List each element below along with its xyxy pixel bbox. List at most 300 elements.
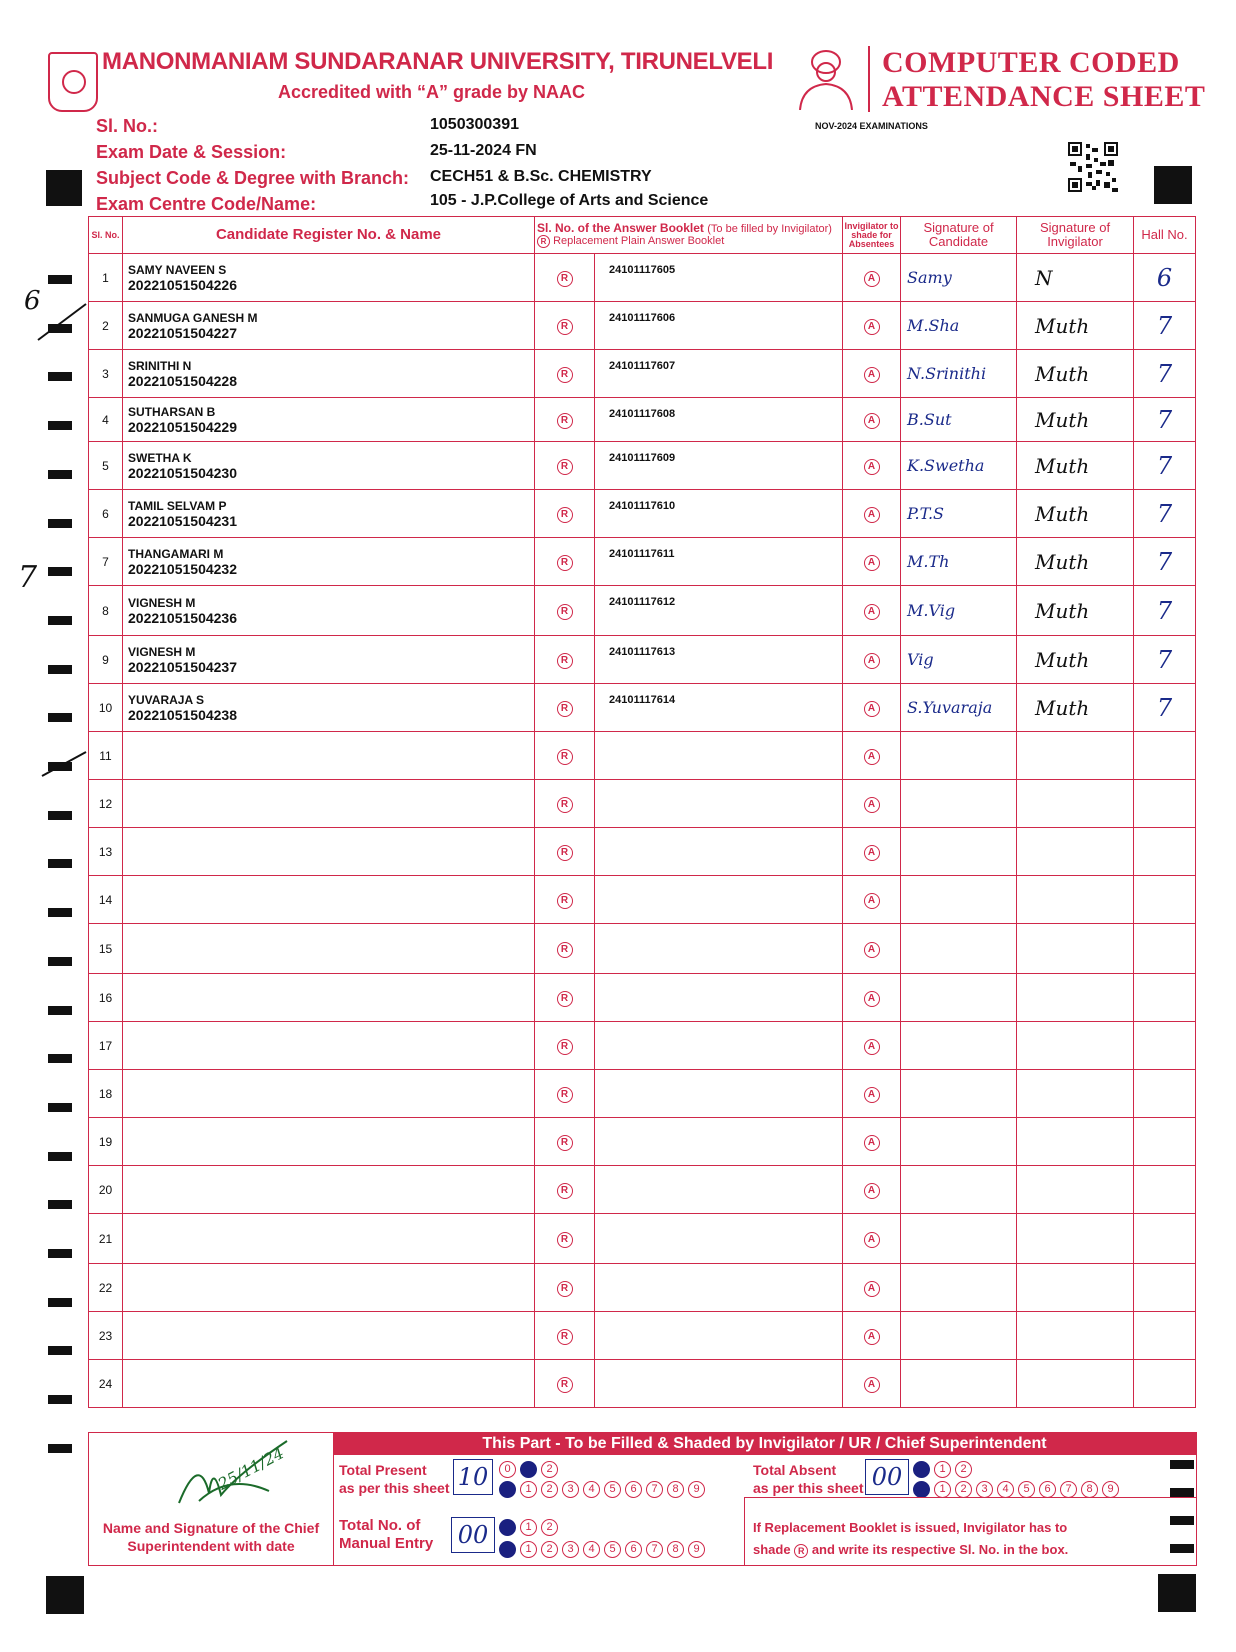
digit-bubble[interactable]: 2 xyxy=(541,1481,558,1498)
row-sl-no: 19 xyxy=(89,1118,123,1166)
timing-mark xyxy=(48,908,72,917)
digit-bubble[interactable]: 2 xyxy=(955,1461,972,1478)
digit-bubble[interactable]: 5 xyxy=(1018,1481,1035,1498)
hall-no xyxy=(1134,974,1196,1022)
row-sl-no: 18 xyxy=(89,1070,123,1118)
candidate-cell xyxy=(123,586,535,636)
candidate-register-no: 20221051504230 xyxy=(128,464,238,481)
replacement-bubble[interactable]: R xyxy=(557,701,573,717)
present-units-bubbles[interactable] xyxy=(499,1479,709,1498)
subject-label: Subject Code & Degree with Branch: xyxy=(96,168,410,188)
digit-bubble[interactable]: 4 xyxy=(997,1481,1014,1498)
absent-bubble[interactable]: A xyxy=(864,942,880,958)
absent-cell[interactable] xyxy=(843,1118,901,1166)
replacement-cell[interactable] xyxy=(535,1118,595,1166)
candidate-cell xyxy=(123,1022,535,1070)
absent-cell[interactable] xyxy=(843,1214,901,1264)
booklet-no[interactable]: 24101117609 xyxy=(595,442,843,490)
absent-cell[interactable] xyxy=(843,876,901,924)
candidate-cell xyxy=(123,490,535,538)
replacement-cell[interactable] xyxy=(535,974,595,1022)
row-sl-no: 13 xyxy=(89,828,123,876)
absent-bubble[interactable]: A xyxy=(864,555,880,571)
candidate-signature: P.T.S xyxy=(901,490,1017,538)
absent-cell[interactable] xyxy=(843,1360,901,1408)
absent-cell[interactable] xyxy=(843,302,901,350)
invigilator-signature: Muth xyxy=(1017,684,1134,732)
table-header-row xyxy=(89,217,1196,254)
university-logo xyxy=(48,52,98,112)
absent-bubble[interactable]: A xyxy=(864,413,880,429)
header-signature-candidate: Signature of Candidate xyxy=(901,217,1017,254)
replacement-bubble[interactable]: R xyxy=(557,942,573,958)
timing-mark xyxy=(48,567,72,576)
replacement-note: If Replacement Booklet is issued, Invigilator has to shade R and write its respective Sl. No. in the box. xyxy=(753,1520,1069,1557)
absent-bubble[interactable]: A xyxy=(864,653,880,669)
candidate-signature xyxy=(901,924,1017,974)
absent-bubble[interactable]: A xyxy=(864,749,880,765)
row-sl-no: 11 xyxy=(89,732,123,780)
replacement-bubble[interactable]: R xyxy=(557,797,573,813)
candidate-cell xyxy=(123,876,535,924)
absent-cell[interactable] xyxy=(843,924,901,974)
digit-bubble[interactable]: 1 xyxy=(520,1481,537,1498)
candidate-cell xyxy=(123,1166,535,1214)
booklet-no[interactable] xyxy=(595,732,843,780)
total-present-label: Total Present as per this sheet xyxy=(339,1462,450,1496)
digit-bubble[interactable]: 8 xyxy=(667,1481,684,1498)
row-sl-no: 15 xyxy=(89,924,123,974)
booklet-no[interactable]: 24101117607 xyxy=(595,350,843,398)
absent-cell[interactable] xyxy=(843,442,901,490)
digit-bubble[interactable]: 7 xyxy=(646,1541,663,1558)
replacement-bubble[interactable]: R xyxy=(557,1232,573,1248)
replacement-bubble[interactable]: R xyxy=(557,459,573,475)
row-sl-no: 6 xyxy=(89,490,123,538)
replacement-bubble[interactable]: R xyxy=(557,271,573,287)
replacement-r-icon: R xyxy=(794,1544,808,1558)
timing-mark xyxy=(48,957,72,966)
timing-mark xyxy=(48,1346,72,1355)
row-sl-no: 22 xyxy=(89,1264,123,1312)
absent-cell[interactable] xyxy=(843,1070,901,1118)
replacement-cell[interactable] xyxy=(535,538,595,586)
digit-bubble[interactable]: 3 xyxy=(562,1541,579,1558)
hall-no xyxy=(1134,1264,1196,1312)
centre-value: 105 - J.P.College of Arts and Science xyxy=(430,192,709,209)
replacement-cell[interactable] xyxy=(535,1214,595,1264)
absent-tens-bubbles[interactable] xyxy=(913,1459,976,1478)
booklet-no[interactable] xyxy=(595,1022,843,1070)
candidate-cell xyxy=(123,828,535,876)
row-sl-no: 20 xyxy=(89,1166,123,1214)
digit-bubble[interactable]: 8 xyxy=(1081,1481,1098,1498)
hall-no: 7 xyxy=(1134,636,1196,684)
digit-bubble[interactable]: 9 xyxy=(688,1481,705,1498)
timing-mark xyxy=(48,519,72,528)
absent-cell[interactable] xyxy=(843,974,901,1022)
candidate-register-no: 20221051504228 xyxy=(128,372,238,389)
invigilator-signature xyxy=(1017,732,1134,780)
booklet-no[interactable]: 24101117610 xyxy=(595,490,843,538)
replacement-cell[interactable] xyxy=(535,490,595,538)
candidate-signature: S.Yuvaraja xyxy=(901,684,1017,732)
candidate-cell xyxy=(123,1312,535,1360)
attendance-table xyxy=(88,216,1196,1408)
digit-bubble[interactable]: 7 xyxy=(646,1481,663,1498)
digit-bubble[interactable]: 1 xyxy=(520,1541,537,1558)
replacement-cell[interactable] xyxy=(535,636,595,684)
timing-mark xyxy=(48,1152,72,1161)
hall-no: 7 xyxy=(1134,490,1196,538)
absent-cell[interactable] xyxy=(843,828,901,876)
absent-cell[interactable] xyxy=(843,684,901,732)
booklet-no[interactable] xyxy=(595,1166,843,1214)
replacement-bubble[interactable]: R xyxy=(557,604,573,620)
absent-bubble[interactable]: A xyxy=(864,319,880,335)
absent-bubble[interactable]: A xyxy=(864,271,880,287)
margin-tick-mark xyxy=(36,296,92,344)
absent-bubble[interactable]: A xyxy=(864,1039,880,1055)
table-row xyxy=(89,974,1196,1022)
absent-bubble[interactable]: A xyxy=(864,1087,880,1103)
digit-bubble[interactable]: 8 xyxy=(667,1541,684,1558)
candidate-register-no: 20221051504238 xyxy=(128,706,238,723)
sheet-title: COMPUTER CODED ATTENDANCE SHEET xyxy=(882,46,1206,113)
booklet-no[interactable] xyxy=(595,1360,843,1408)
replacement-bubble[interactable]: R xyxy=(557,1039,573,1055)
absent-bubble[interactable]: A xyxy=(864,845,880,861)
candidate-name: SUTHARSAN B xyxy=(128,404,216,419)
replacement-cell[interactable] xyxy=(535,1264,595,1312)
qr-code xyxy=(1068,142,1118,192)
replacement-cell[interactable] xyxy=(535,1312,595,1360)
absent-bubble[interactable]: A xyxy=(864,991,880,1007)
replacement-bubble[interactable]: R xyxy=(557,1087,573,1103)
candidate-name: VIGNESH M xyxy=(128,595,196,610)
booklet-no[interactable] xyxy=(595,1214,843,1264)
replacement-bubble[interactable]: R xyxy=(557,1377,573,1393)
row-sl-no: 10 xyxy=(89,684,123,732)
total-absent-box[interactable]: 00 xyxy=(865,1459,909,1495)
header-hall-no: Hall No. xyxy=(1134,217,1196,254)
digit-bubble[interactable]: 2 xyxy=(955,1481,972,1498)
total-present-box[interactable]: 10 xyxy=(453,1459,493,1495)
replacement-bubble[interactable]: R xyxy=(557,367,573,383)
timing-mark xyxy=(48,1006,72,1015)
table-row xyxy=(89,302,1196,350)
total-absent-label: Total Absent as per this sheet xyxy=(753,1462,864,1496)
table-row xyxy=(89,636,1196,684)
chief-superintendent-label: Name and Signature of the Chief Superintendent with date xyxy=(102,1520,320,1554)
candidate-signature xyxy=(901,1312,1017,1360)
exam-date-label: Exam Date & Session: xyxy=(96,142,287,162)
absent-bubble[interactable]: A xyxy=(864,459,880,475)
timing-mark xyxy=(48,1103,72,1112)
candidate-cell xyxy=(123,442,535,490)
replacement-cell[interactable] xyxy=(535,398,595,442)
replacement-cell[interactable] xyxy=(535,684,595,732)
digit-bubble[interactable]: 3 xyxy=(976,1481,993,1498)
absent-cell[interactable] xyxy=(843,254,901,302)
table-row xyxy=(89,490,1196,538)
booklet-no[interactable] xyxy=(595,876,843,924)
absent-cell[interactable] xyxy=(843,1264,901,1312)
candidate-name: VIGNESH M xyxy=(128,644,196,659)
replacement-cell[interactable] xyxy=(535,876,595,924)
absent-cell[interactable] xyxy=(843,732,901,780)
timing-mark xyxy=(48,713,72,722)
manual-tens-bubbles[interactable] xyxy=(499,1517,562,1536)
candidate-cell xyxy=(123,780,535,828)
header-signature-invigilator: Signature of Invigilator xyxy=(1017,217,1134,254)
timing-mark xyxy=(48,275,72,284)
replacement-cell[interactable] xyxy=(535,732,595,780)
replacement-cell[interactable] xyxy=(535,828,595,876)
replacement-cell[interactable] xyxy=(535,1022,595,1070)
absent-cell[interactable] xyxy=(843,350,901,398)
replacement-bubble[interactable]: R xyxy=(557,555,573,571)
digit-bubble[interactable]: 0 xyxy=(499,1481,516,1498)
replacement-bubble[interactable]: R xyxy=(557,893,573,909)
booklet-no[interactable]: 24101117614 xyxy=(595,684,843,732)
digit-bubble[interactable]: 0 xyxy=(913,1461,930,1478)
absent-cell[interactable] xyxy=(843,398,901,442)
margin-mark: 7 xyxy=(18,560,38,595)
absent-bubble[interactable]: A xyxy=(864,701,880,717)
row-sl-no: 5 xyxy=(89,442,123,490)
replacement-cell[interactable] xyxy=(535,1166,595,1214)
digit-bubble[interactable]: 6 xyxy=(625,1481,642,1498)
table-row xyxy=(89,684,1196,732)
digit-bubble[interactable]: 1 xyxy=(934,1461,951,1478)
booklet-no[interactable] xyxy=(595,1312,843,1360)
candidate-signature xyxy=(901,1214,1017,1264)
table-row xyxy=(89,1070,1196,1118)
absent-bubble[interactable]: A xyxy=(864,1232,880,1248)
hall-no: 7 xyxy=(1134,684,1196,732)
replacement-cell[interactable] xyxy=(535,350,595,398)
replacement-cell[interactable] xyxy=(535,924,595,974)
replacement-cell[interactable] xyxy=(535,302,595,350)
row-sl-no: 17 xyxy=(89,1022,123,1070)
booklet-no[interactable]: 24101117613 xyxy=(595,636,843,684)
booklet-no[interactable] xyxy=(595,828,843,876)
replacement-bubble[interactable]: R xyxy=(557,413,573,429)
row-sl-no: 21 xyxy=(89,1214,123,1264)
table-row xyxy=(89,1166,1196,1214)
timing-mark xyxy=(48,1444,72,1453)
booklet-no[interactable]: 24101117612 xyxy=(595,586,843,636)
replacement-bubble[interactable]: R xyxy=(557,1183,573,1199)
replacement-bubble[interactable]: R xyxy=(557,1135,573,1151)
table-row xyxy=(89,780,1196,828)
absent-bubble[interactable]: A xyxy=(864,1329,880,1345)
candidate-signature: N.Srinithi xyxy=(901,350,1017,398)
timing-mark xyxy=(48,1249,72,1258)
hall-no xyxy=(1134,1070,1196,1118)
candidate-cell xyxy=(123,974,535,1022)
replacement-cell[interactable] xyxy=(535,780,595,828)
absent-bubble[interactable]: A xyxy=(864,507,880,523)
row-sl-no: 14 xyxy=(89,876,123,924)
absent-bubble[interactable]: A xyxy=(864,1281,880,1297)
hall-no xyxy=(1134,1214,1196,1264)
absent-bubble[interactable]: A xyxy=(864,1135,880,1151)
absent-cell[interactable] xyxy=(843,586,901,636)
digit-bubble[interactable]: 0 xyxy=(499,1541,516,1558)
invigilator-signature xyxy=(1017,1214,1134,1264)
hall-no xyxy=(1134,1360,1196,1408)
digit-bubble[interactable]: 7 xyxy=(1060,1481,1077,1498)
registration-mark xyxy=(46,1576,84,1614)
hall-no xyxy=(1134,1312,1196,1360)
table-row xyxy=(89,1360,1196,1408)
booklet-no[interactable]: 24101117605 xyxy=(595,254,843,302)
absent-bubble[interactable]: A xyxy=(864,893,880,909)
digit-bubble[interactable]: 5 xyxy=(604,1541,621,1558)
candidate-register-no: 20221051504237 xyxy=(128,658,238,675)
hall-no: 7 xyxy=(1134,398,1196,442)
manual-entry-box[interactable]: 00 xyxy=(451,1517,495,1553)
hall-no: 7 xyxy=(1134,538,1196,586)
replacement-bubble[interactable]: R xyxy=(557,1329,573,1345)
invigilator-signature xyxy=(1017,1022,1134,1070)
university-title: MANONMANIAM SUNDARANAR UNIVERSITY, TIRUNELVELI xyxy=(102,48,774,75)
table-row xyxy=(89,254,1196,302)
candidate-signature: B.Sut xyxy=(901,398,1017,442)
digit-bubble[interactable]: 1 xyxy=(934,1481,951,1498)
header-sl-no: Sl. No. xyxy=(89,217,123,254)
manual-entry-label: Total No. of Manual Entry xyxy=(339,1517,434,1552)
row-sl-no: 7 xyxy=(89,538,123,586)
absent-bubble[interactable]: A xyxy=(864,367,880,383)
digit-bubble[interactable]: 5 xyxy=(604,1481,621,1498)
candidate-name: SWETHA K xyxy=(128,450,192,465)
booklet-no[interactable] xyxy=(595,1070,843,1118)
manual-units-bubbles[interactable] xyxy=(499,1539,709,1558)
replacement-cell[interactable] xyxy=(535,254,595,302)
replacement-r-icon: R xyxy=(537,235,550,248)
booklet-no[interactable] xyxy=(595,780,843,828)
absent-cell[interactable] xyxy=(843,1022,901,1070)
absent-cell[interactable] xyxy=(843,1166,901,1214)
table-row xyxy=(89,398,1196,442)
candidate-cell xyxy=(123,350,535,398)
absent-cell[interactable] xyxy=(843,490,901,538)
table-row xyxy=(89,732,1196,780)
invigilator-signature xyxy=(1017,828,1134,876)
timing-mark xyxy=(48,1054,72,1063)
replacement-cell[interactable] xyxy=(535,1360,595,1408)
booklet-no[interactable] xyxy=(595,924,843,974)
absent-bubble[interactable]: A xyxy=(864,604,880,620)
digit-bubble[interactable]: 6 xyxy=(1039,1481,1056,1498)
booklet-no[interactable]: 24101117606 xyxy=(595,302,843,350)
absent-units-bubbles[interactable] xyxy=(913,1479,1123,1498)
candidate-signature xyxy=(901,876,1017,924)
present-tens-bubbles[interactable] xyxy=(499,1459,562,1478)
digit-bubble[interactable]: 9 xyxy=(688,1541,705,1558)
replacement-bubble[interactable]: R xyxy=(557,319,573,335)
table-row xyxy=(89,538,1196,586)
digit-bubble[interactable]: 0 xyxy=(499,1519,516,1536)
booklet-no[interactable] xyxy=(595,974,843,1022)
digit-bubble[interactable]: 2 xyxy=(541,1541,558,1558)
hall-no xyxy=(1134,1118,1196,1166)
digit-bubble[interactable]: 9 xyxy=(1102,1481,1119,1498)
replacement-cell[interactable] xyxy=(535,442,595,490)
replacement-bubble[interactable]: R xyxy=(557,749,573,765)
digit-bubble[interactable]: 1 xyxy=(520,1461,537,1478)
founder-portrait xyxy=(792,44,860,110)
header-candidate: Candidate Register No. & Name xyxy=(123,217,535,254)
replacement-bubble[interactable]: R xyxy=(557,507,573,523)
candidate-signature: Vig xyxy=(901,636,1017,684)
candidate-name: SRINITHI N xyxy=(128,358,192,373)
absent-bubble[interactable]: A xyxy=(864,1377,880,1393)
absent-cell[interactable] xyxy=(843,780,901,828)
timing-mark xyxy=(48,372,72,381)
digit-bubble[interactable]: 1 xyxy=(520,1519,537,1536)
candidate-cell xyxy=(123,1070,535,1118)
absent-cell[interactable] xyxy=(843,636,901,684)
replacement-bubble[interactable]: R xyxy=(557,991,573,1007)
candidate-signature xyxy=(901,1264,1017,1312)
digit-bubble[interactable]: 2 xyxy=(541,1461,558,1478)
candidate-cell xyxy=(123,684,535,732)
footer-banner: This Part - To be Filled & Shaded by Invigilator / UR / Chief Superintendent xyxy=(333,1433,1196,1455)
replacement-bubble[interactable]: R xyxy=(557,1281,573,1297)
invigilator-signature: Muth xyxy=(1017,302,1134,350)
digit-bubble[interactable]: 0 xyxy=(499,1461,516,1478)
digit-bubble[interactable]: 6 xyxy=(625,1541,642,1558)
absent-bubble[interactable]: A xyxy=(864,797,880,813)
replacement-cell[interactable] xyxy=(535,1070,595,1118)
candidate-register-no: 20221051504232 xyxy=(128,560,238,577)
row-sl-no: 12 xyxy=(89,780,123,828)
candidate-register-no: 20221051504236 xyxy=(128,609,238,626)
digit-bubble[interactable]: 4 xyxy=(583,1541,600,1558)
table-row xyxy=(89,442,1196,490)
absent-cell[interactable] xyxy=(843,1312,901,1360)
candidate-cell xyxy=(123,1360,535,1408)
invigilator-signature xyxy=(1017,1264,1134,1312)
invigilator-signature: Muth xyxy=(1017,636,1134,684)
hall-no xyxy=(1134,1022,1196,1070)
accreditation-text: Accredited with “A” grade by NAAC xyxy=(278,82,586,102)
booklet-no[interactable]: 24101117611 xyxy=(595,538,843,586)
booklet-no[interactable]: 24101117608 xyxy=(595,398,843,442)
absent-cell[interactable] xyxy=(843,538,901,586)
digit-bubble[interactable]: 2 xyxy=(541,1519,558,1536)
digit-bubble[interactable]: 3 xyxy=(562,1481,579,1498)
replacement-cell[interactable] xyxy=(535,586,595,636)
row-sl-no: 9 xyxy=(89,636,123,684)
digit-bubble[interactable]: 4 xyxy=(583,1481,600,1498)
replacement-bubble[interactable]: R xyxy=(557,845,573,861)
booklet-no[interactable] xyxy=(595,1264,843,1312)
digit-bubble[interactable]: 0 xyxy=(913,1481,930,1498)
invigilator-signature xyxy=(1017,924,1134,974)
invigilator-signature xyxy=(1017,876,1134,924)
replacement-bubble[interactable]: R xyxy=(557,653,573,669)
registration-mark xyxy=(1158,1574,1196,1612)
header-booklet: Sl. No. of the Answer Booklet (To be filled by Invigilator) R Replacement Plain Answer Booklet xyxy=(535,217,843,254)
sl-no-value: 1050300391 xyxy=(430,116,519,133)
absent-bubble[interactable]: A xyxy=(864,1183,880,1199)
booklet-no[interactable] xyxy=(595,1118,843,1166)
